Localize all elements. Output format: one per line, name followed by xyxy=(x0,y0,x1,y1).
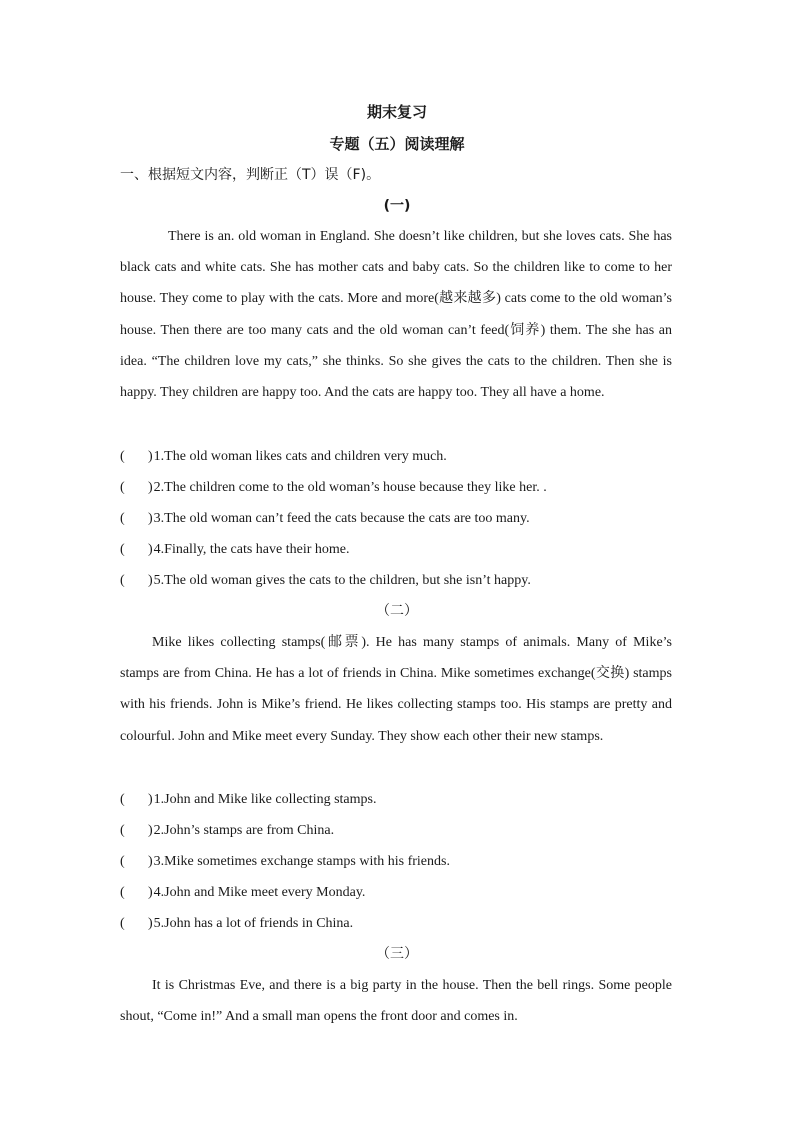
question-item: ( )3.Mike sometimes exchange stamps with his friends. xyxy=(120,846,680,877)
question-item: ( )5.The old woman gives the cats to the children, but she isn’t happy. xyxy=(120,565,680,596)
answer-blank[interactable]: ( xyxy=(120,854,125,870)
answer-blank[interactable]: ( xyxy=(120,823,125,839)
question-item: ( )1.John and Mike like collecting stamps. xyxy=(120,784,680,815)
answer-blank[interactable]: ( xyxy=(120,792,125,807)
question-item: ( )5.John has a lot of friends in China. xyxy=(120,908,680,939)
answer-blank[interactable]: ( xyxy=(120,885,125,901)
question-item: ( )4.Finally, the cats have their home. xyxy=(120,534,680,565)
answer-blank[interactable]: ( xyxy=(120,542,125,558)
section-heading-1: (一) xyxy=(383,198,411,214)
question-item: ( )1.The old woman likes cats and children very much. xyxy=(120,441,680,472)
passage-1: There is an. old woman in England. She doesn’t like children, but she loves cats. She has black cats and white cats. She has mother cats and baby cats. So the children like to come to her house. They come to play with the cats. More and more(越来越多) cats come to the old woman’s house. Then there are too many cats and the old woman can’t feed(饲养) them. The she has an idea. “The children love my cats,” she thinks. So she gives the cats to the children. Then she is happy. They children are happy too. And the cats are happy too. They all have a home. xyxy=(120,229,672,401)
answer-blank[interactable]: ( xyxy=(120,573,125,589)
passage-3: It is Christmas Eve, and there is a big party in the house. Then the bell rings. Some people shout, “Come in!” And a small man opens the front door and comes in. xyxy=(120,978,672,1025)
question-list-2 xyxy=(120,784,680,939)
question-item: ( )3.The old woman can’t feed the cats because the cats are too many. xyxy=(120,503,680,534)
instruction-text: 一、根据短文内容，判断正（T）误（F)。 xyxy=(120,167,381,183)
passage-2: Mike likes collecting stamps(邮票). He has many stamps of animals. Many of Mike’s stamps are from China. He has a lot of friends in China. Mike sometimes exchange(交换) stamps with his friends. John is Mike’s friend. He likes collecting stamps too. His stamps are pretty and colourful. John and Mike meet every Sunday. They show each other their new stamps. xyxy=(120,635,672,744)
answer-blank[interactable]: ( xyxy=(120,511,125,527)
question-item: ( )2.John’s stamps are from China. xyxy=(120,815,680,846)
question-item: ( )2.The children come to the old woman’s house because they like her. . xyxy=(120,472,680,503)
answer-blank[interactable]: ( xyxy=(120,480,125,496)
section-heading-2: （二） xyxy=(376,603,418,619)
page-title: 期末复习 xyxy=(366,103,427,121)
page-subtitle: 专题（五）阅读理解 xyxy=(329,135,465,153)
question-item: ( )4.John and Mike meet every Monday. xyxy=(120,877,680,908)
answer-blank[interactable]: ( xyxy=(120,449,125,464)
section-heading-3: （三） xyxy=(376,946,418,962)
question-list-1 xyxy=(120,441,680,596)
answer-blank[interactable]: ( xyxy=(120,916,125,932)
